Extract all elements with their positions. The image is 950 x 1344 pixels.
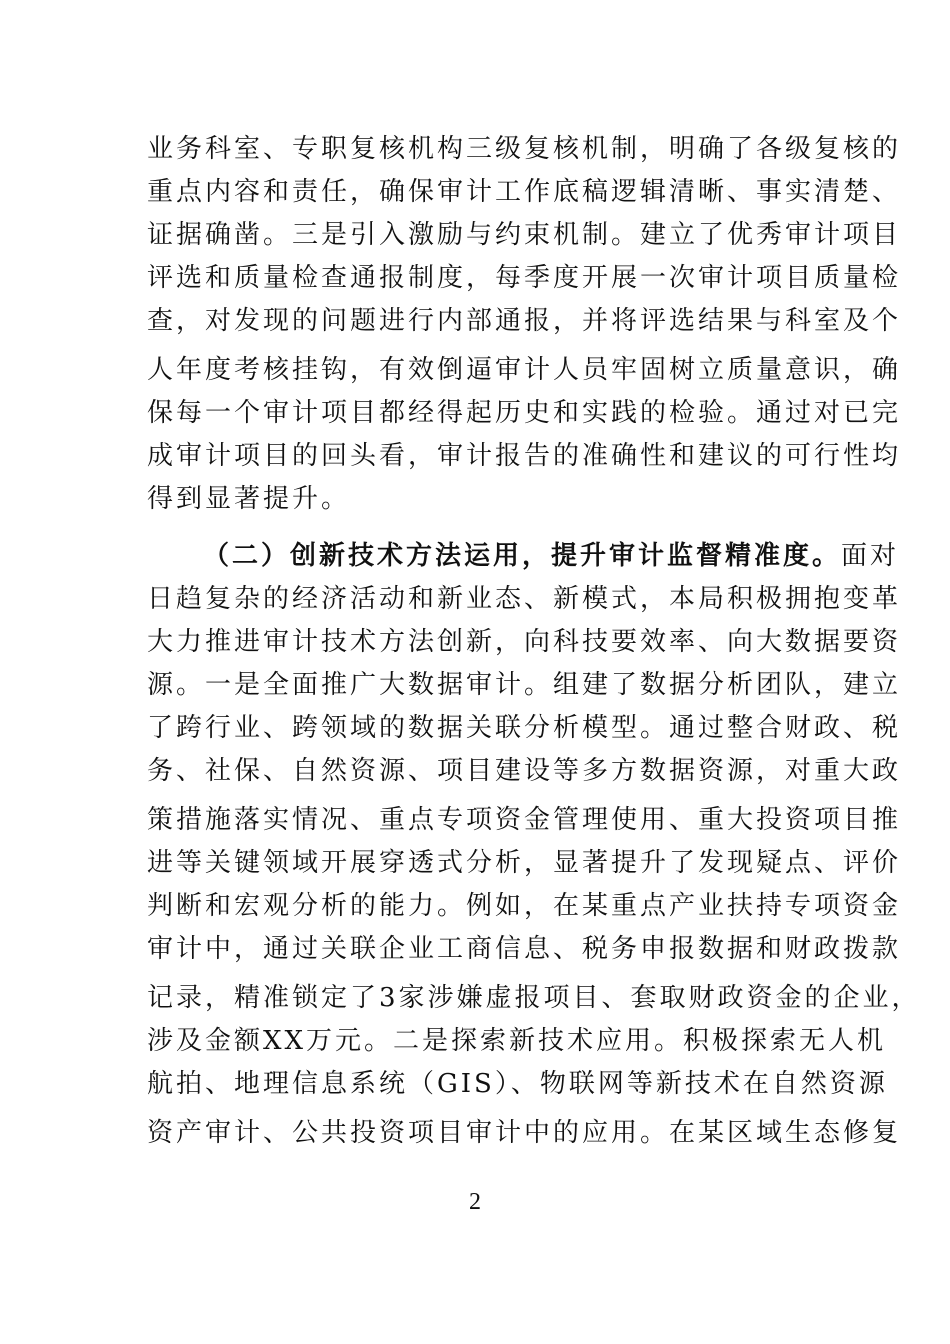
section-heading: （二）创新技术方法运用，提升审计监督精准度。 (203, 541, 842, 571)
paragraph-line: 日趋复杂的经济活动和新业态、新模式，本局积极拥抱变革 (147, 584, 902, 614)
paragraph-line: 证据确凿。三是引入激励与约束机制。建立了优秀审计项目 (147, 220, 902, 250)
paragraph-line: 审计中，通过关联企业工商信息、税务申报数据和财政拨款 (147, 934, 902, 964)
paragraph-line: 查，对发现的问题进行内部通报，并将评选结果与科室及个 (147, 306, 902, 336)
paragraph-line: 务、社保、自然资源、项目建设等多方数据资源，对重大政 (147, 756, 902, 786)
paragraph-line: 航拍、地理信息系统（GIS）、物联网等新技术在自然资源 (147, 1069, 888, 1099)
paragraph-line: 策措施落实情况、重点专项资金管理使用、重大投资项目推 (147, 805, 902, 835)
paragraph-line: 记录，精准锁定了3家涉嫌虚报项目、套取财政资金的企业， (147, 983, 921, 1013)
paragraph-line: 涉及金额XX万元。二是探索新技术应用。积极探索无人机 (147, 1026, 887, 1056)
paragraph-line: 成审计项目的回头看，审计报告的准确性和建议的可行性均 (147, 441, 902, 471)
paragraph-line: 评选和质量检查通报制度，每季度开展一次审计项目质量检 (147, 263, 902, 293)
paragraph-line: 重点内容和责任，确保审计工作底稿逻辑清晰、事实清楚、 (147, 177, 902, 207)
paragraph-line: 人年度考核挂钩，有效倒逼审计人员牢固树立质量意识，确 (147, 355, 902, 385)
page-number: 2 (469, 1189, 481, 1215)
paragraph-line: 得到显著提升。 (147, 484, 351, 514)
paragraph-line: 了跨行业、跨领域的数据关联分析模型。通过整合财政、税 (147, 713, 902, 743)
paragraph-line: 进等关键领域开展穿透式分析，显著提升了发现疑点、评价 (147, 848, 902, 878)
paragraph-line: 大力推进审计技术方法创新，向科技要效率、向大数据要资 (147, 627, 902, 657)
section-first-line-rest: 面对 (841, 541, 900, 571)
paragraph-line: 源。一是全面推广大数据审计。组建了数据分析团队，建立 (147, 670, 902, 700)
paragraph-line: 业务科室、专职复核机构三级复核机制，明确了各级复核的 (147, 134, 902, 164)
paragraph-line: 资产审计、公共投资项目审计中的应用。在某区域生态修复 (147, 1118, 902, 1148)
section-heading-line (203, 536, 900, 576)
paragraph-line: 判断和宏观分析的能力。例如，在某重点产业扶持专项资金 (147, 891, 902, 921)
paragraph-line: 保每一个审计项目都经得起历史和实践的检验。通过对已完 (147, 398, 902, 428)
